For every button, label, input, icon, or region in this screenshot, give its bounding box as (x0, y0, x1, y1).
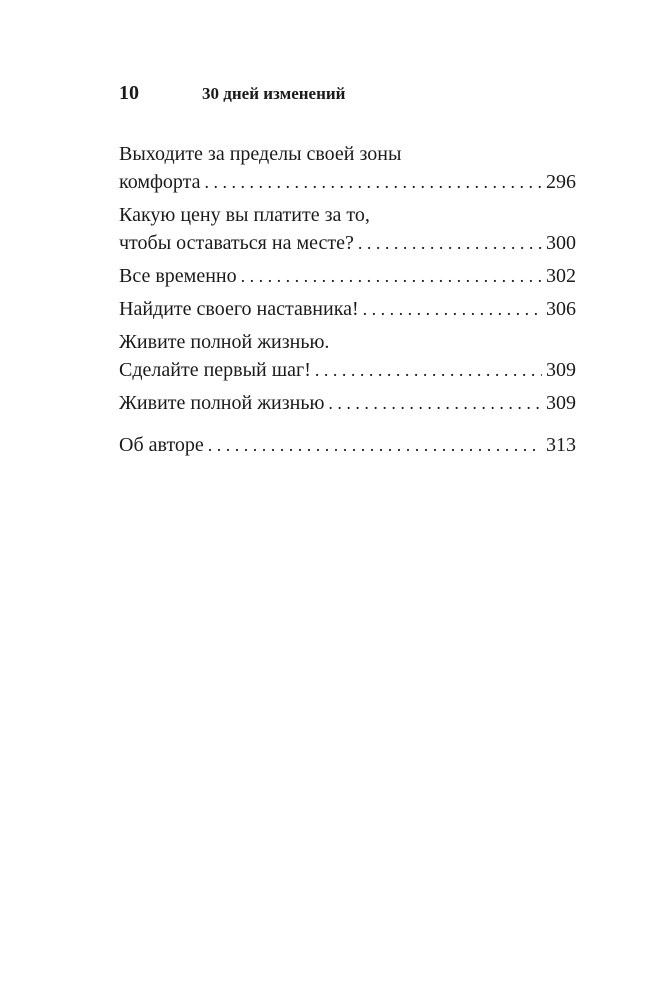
toc-entry (119, 295, 576, 323)
toc-entry-page: 302 (546, 265, 576, 287)
running-head (119, 82, 577, 108)
toc-entry-line (119, 262, 576, 290)
toc-entry-title-line1: Какую цену вы платите за то, (119, 204, 370, 226)
dot-leader (358, 229, 542, 257)
toc-entry (119, 201, 576, 257)
toc-entry (119, 262, 576, 290)
toc-entry-line (119, 389, 576, 417)
toc-entry-line (119, 356, 576, 384)
toc-entry (119, 431, 576, 459)
dot-leader (328, 389, 542, 417)
toc-entry-page: 309 (546, 359, 576, 381)
toc-entry-page: 306 (546, 298, 576, 320)
dot-leader (205, 168, 542, 196)
dot-leader (363, 295, 542, 323)
toc-entry-title-line2: чтобы оставаться на месте? (119, 232, 354, 254)
toc-entry (119, 140, 576, 196)
toc-entry-page: 296 (546, 171, 576, 193)
toc-entry-page: 313 (546, 434, 576, 456)
toc-entry (119, 328, 576, 384)
dot-leader (208, 431, 542, 459)
toc-entry-title: Найдите своего наставника! (119, 298, 359, 320)
book-title: 30 дней изменений (202, 84, 346, 103)
toc-entry-line (119, 229, 576, 257)
toc-entry-line (119, 431, 576, 459)
toc-entry-page: 309 (546, 392, 576, 414)
dot-leader (315, 356, 542, 384)
toc-entry-page: 300 (546, 232, 576, 254)
toc-entry-line (119, 168, 576, 196)
toc-entry-title: Об авторе (119, 434, 204, 456)
toc-entry (119, 389, 576, 417)
toc-entry-line (119, 295, 576, 323)
toc-entry-title-line2: комфорта (119, 171, 201, 193)
toc-entry-title-line1: Живите полной жизнью. (119, 331, 330, 353)
toc-entry-title-line2: Сделайте первый шаг! (119, 359, 311, 381)
toc-entry-title: Живите полной жизнью (119, 392, 325, 414)
toc-entry-title: Все временно (119, 265, 237, 287)
toc-entry-title-line1: Выходите за пределы своей зоны (119, 143, 402, 165)
dot-leader (241, 262, 542, 290)
table-of-contents (119, 140, 576, 459)
page-number: 10 (119, 82, 139, 104)
